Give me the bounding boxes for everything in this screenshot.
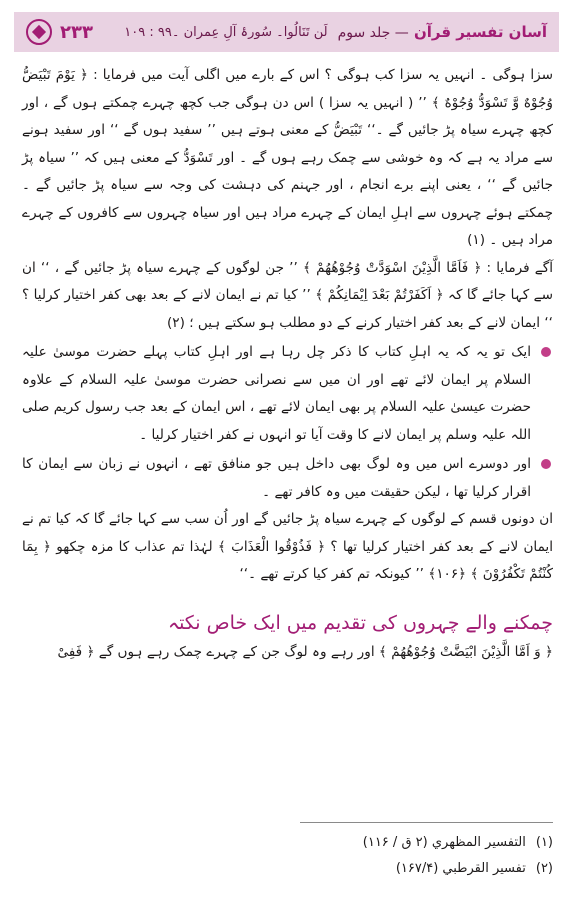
footnote-2 xyxy=(22,856,553,882)
bullet-item-2 xyxy=(22,451,553,506)
footnotes xyxy=(22,830,553,882)
footnote-text: تفسیر القرطبي (۱۶۷/۴) xyxy=(395,861,526,876)
paragraph-3: ان دونوں قسم کے لوگوں کے چہرے سیاہ پڑ جائیں گے اور اُن سب سے کہا جائے گا کہ کیا تم نے ایمان لانے کے بعد کفر اختیار کرلیا تھا ؟ ﴿ فَذُوْقُوا الْعَذَابَ ﴾ لہٰذا تم عذاب کا مزہ چکھو ﴿ بِمَا كُنْتُمْ تَكْفُرُوْنَ ﴾ ﴿۱۰۶﴾ ’’ کیونکہ تم کفر کیا کرتے تھے ۔‘‘ xyxy=(22,511,553,582)
flower-ornament-icon xyxy=(26,19,52,45)
book-title: آسان تفسیر قرآن — جلد سوم xyxy=(337,23,547,41)
bullet-item-1 xyxy=(22,339,553,449)
paragraph-4: ﴿ وَ اَمَّا الَّذِیْنَ ابْیَضَّتْ وُجُوْهُهُمْ ﴾ اور رہے وہ لوگ جن کے چہرے چمک رہے ہوں گے ﴿ فَفِیْ xyxy=(57,643,553,660)
page-number: ۲۳۳ xyxy=(60,21,93,43)
footnote-number: (۱) xyxy=(535,835,553,850)
footnote-1 xyxy=(22,830,553,856)
bullet-dot-icon xyxy=(541,459,551,469)
footnote-number: (۲) xyxy=(535,861,553,876)
paragraph-1: سزا ہوگی ۔ انہیں یہ سزا کب ہوگی ؟ اس کے بارے میں اگلی آیت میں فرمایا : ﴿ یَوْمَ تَبْیَضُّ وُجُوْهٌ وَّ تَسْوَدُّ وُجُوْهٌ ﴾ ’’ ( انہیں یہ سزا ) اس دن ہوگی جب کچھ چہرے چمکتے ہوں گے ، اور کچھ چہرے سیاہ پڑ جائیں گے ۔‘‘ تَبْیَضُّ کے معنی ہوتے ہیں ’’ سفید ہوں گے ‘‘ اور سفید ہونے سے مراد یہ ہے کہ وہ خوشی سے چمک رہے ہوں گے ۔ اور تَسْوَدُّ کے معنی ہیں کہ ’’ سیاہ پڑ جائیں گے ‘‘ ، یعنی اپنے برے انجام ، اور جہنم کی دہشت کی وجہ سے سیاہ پڑ جائیں گے ۔ چمکتے ہوئے چہروں سے اہلِ ایمان کے چہرے مراد ہیں اور سیاہ چہروں سے کافروں کے چہرے مراد ہیں ۔ (۱) xyxy=(22,67,553,248)
page-body xyxy=(22,62,553,666)
footnote-divider xyxy=(300,822,553,823)
header-titles xyxy=(124,23,547,41)
volume-label: — جلد سوم xyxy=(337,25,409,41)
page-number-block xyxy=(26,19,93,45)
paragraph-2: آگے فرمایا : ﴿ فَاَمَّا الَّذِیْنَ اسْوَدَّتْ وُجُوْهُهُمْ ﴾ ’’ جن لوگوں کے چہرے سیاہ پڑ جائیں گے ، ‘‘ ان سے کہا جائے گا کہ ﴿ اَكَفَرْتُمْ بَعْدَ اِیْمَانِكُمْ ﴾ ’’ کیا تم نے ایمان لانے کے بعد بھی کفر اختیار کرلیا ؟ ‘‘ ایمان لانے کے بعد کفر اختیار کرنے کے دو مطلب ہو سکتے ہیں ؛ (۲) xyxy=(22,259,553,331)
section-subheading: چمکنے والے چہروں کی تقدیم میں ایک خاص نکتہ xyxy=(167,611,553,634)
bullet-dot-icon xyxy=(541,347,551,357)
bullet-text-1: ایک تو یہ کہ یہ اہلِ کتاب کا ذکر چل رہا ہے اور اہلِ کتاب پہلے حضرت موسیٰ علیہ السلام پر ایمان لائے تھے اور ان میں سے نصرانی حضرت موسیٰ علیہ السلام کے علاوہ حضرت عیسیٰ علیہ السلام پر بھی ایمان لائے تھے ، اس ایمان کے بعد جب رسول کریم صلی اللہ علیہ وسلم پر ایمان لانے کا وقت آیا تو انہوں نے کفر اختیار کرلیا ۔ xyxy=(22,344,531,443)
page-header xyxy=(14,12,559,52)
surah-info: لَن تَنَالُوا۔ سُورۂ آلِ عِمران ۔۹۹ : ۱۰۹ xyxy=(124,24,328,40)
footnote-text: التفسیر المظهري (۲ ق / ۱۱۶) xyxy=(362,835,526,850)
bullet-text-2: اور دوسرے اس میں وہ لوگ بھی داخل ہیں جو منافق تھے ، انہوں نے زبان سے ایمان کا اقرار کرلیا تھا ، لیکن حقیقت میں وہ کافر تھے ۔ xyxy=(22,456,531,500)
